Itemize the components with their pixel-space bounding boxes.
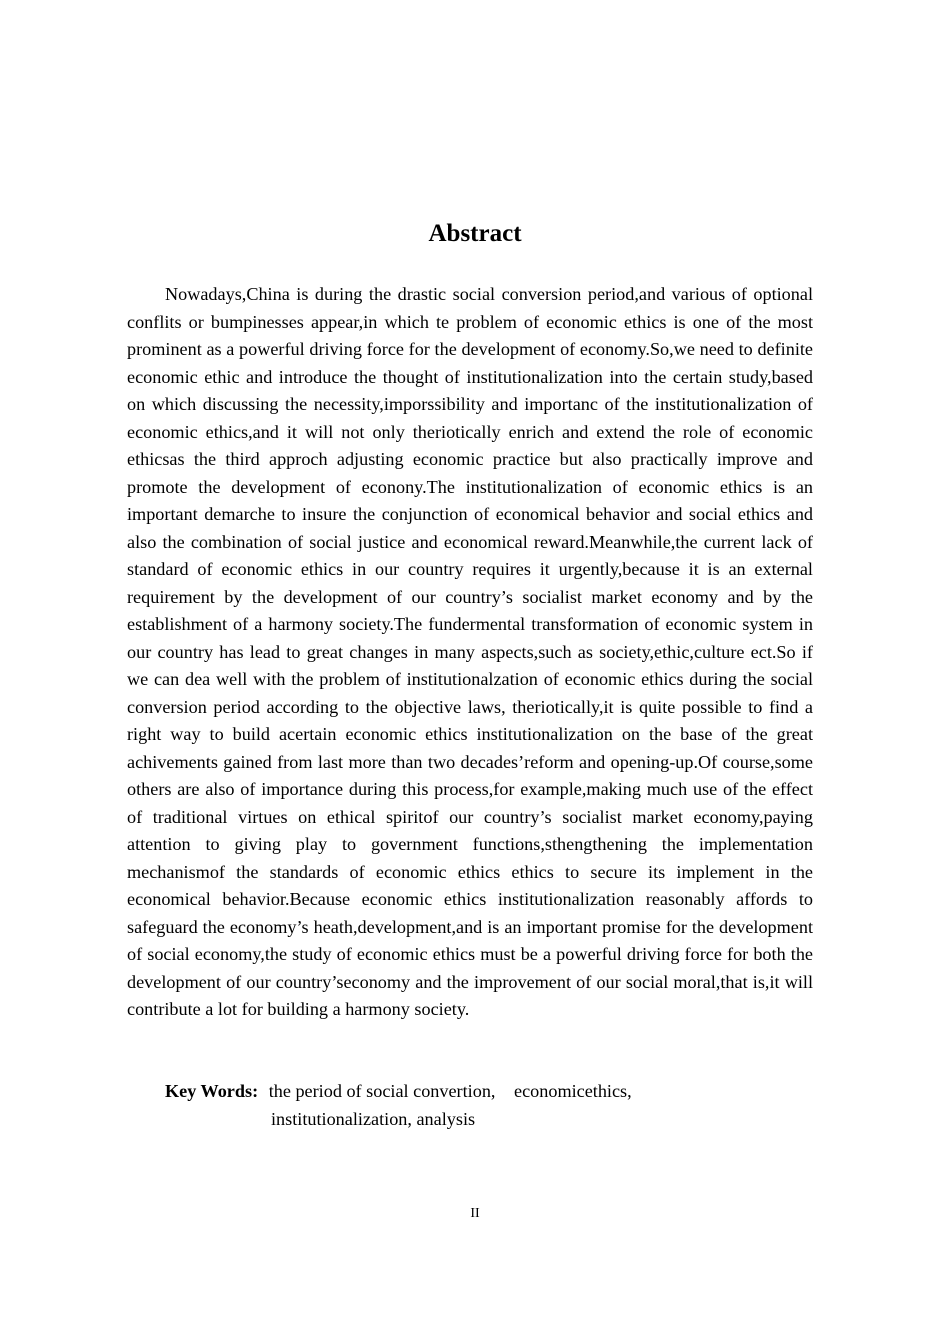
keyword-item: economicethics,: [514, 1081, 632, 1101]
keywords-line-1: [165, 1078, 825, 1106]
keyword-item: the period of social convertion,: [268, 1081, 496, 1101]
keyword-item: analysis: [416, 1108, 476, 1129]
keyword-item: institutionalization,: [271, 1108, 412, 1129]
abstract-title: Abstract: [428, 220, 522, 247]
keywords-line-2: [165, 1106, 825, 1134]
abstract-paragraph: Nowadays,China is during the drastic social conversion period,and various of optional conflits or bumpinesses appear,in which te problem of economic ethics is one of the most prominent as a powerful driving force for the development of economy.So,we need to definite economic ethic and introduce the thought of institutionalization into the certain study,based on which discussing the necessity,imporssibility and importanc of the institutionalization of economic ethics,and it will not only theriotically enrich and extend the role of economic ethicsas the third approch adjusting economic practice but also practically improve and promote the development of econony.The institutionalization of economic ethics is an important demarche to insure the conjunction of economical behavior and social ethics and also the combination of social justice and economical reward.Meanwhile,the current lack of standard of economic ethics in our country requires it urgently,because it is an external requirement by the development of our country’s socialist market economy and by the establishment of a harmony society.The fundermental transformation of economic system in our country has lead to great changes in many aspects,such as society,ethic,culture ect.So if we can dea well with the problem of institutionalzation of economic ethics during the social conversion period according to the objective laws, theriotically,it is quite possible to find a right way to build acertain economic ethics institutionalization on the base of the great achivements gained from last more than two decades’reform and opening-up.Of course,some others are also of importance during this process,for example,making much use of the effect of traditional virtues on ethical spiritof our country’s socialist market economy,paying attention to giving play to government functions,sthengthening the implementation mechanismof the standards of economic ethics ethics to secure its implement in the economical behavior.Because economic ethics institutionalization reasonably affords to safeguard the economy’s heath,development,and is an important promise for the development of social economy,the study of economic ethics must be a powerful driving force for both the development of our country’seconomy and the improvement of our social moral,that is,it will contribute a lot for building a harmony society.: [127, 284, 813, 1019]
keywords-section: [165, 1078, 825, 1133]
page-number: II: [470, 1206, 480, 1221]
keywords-label: Key Words:: [165, 1081, 259, 1101]
